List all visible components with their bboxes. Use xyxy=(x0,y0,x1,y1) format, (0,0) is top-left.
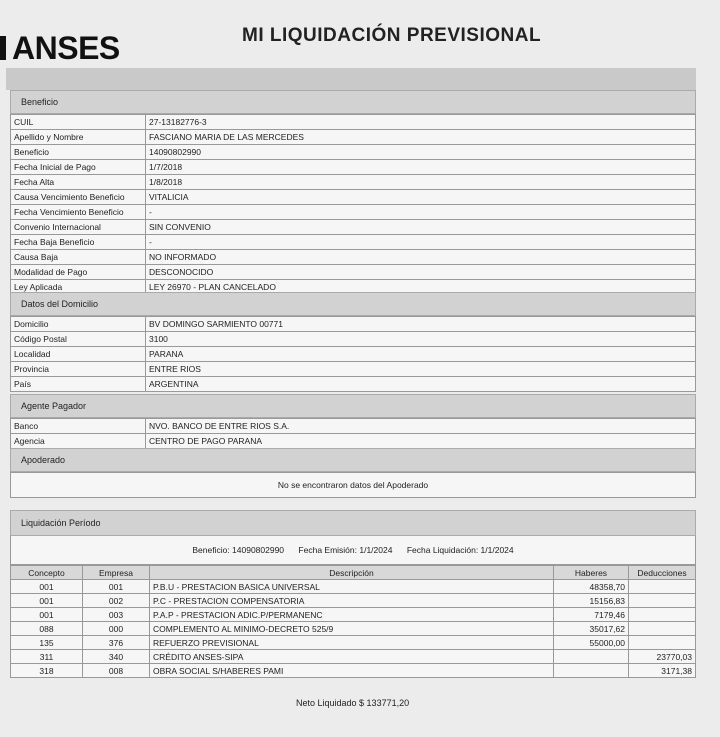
cell-descripcion: OBRA SOCIAL S/HABERES PAMI xyxy=(150,664,554,678)
cell-descripcion: P.B.U - PRESTACION BASICA UNIVERSAL xyxy=(150,580,554,594)
cell-deducciones xyxy=(629,594,696,608)
liq-fecha: Fecha Liquidación: 1/1/2024 xyxy=(406,545,514,555)
field-value: DESCONOCIDO xyxy=(146,265,696,280)
field-value: 1/7/2018 xyxy=(146,160,696,175)
cell-deducciones xyxy=(629,622,696,636)
liquidacion-header-row xyxy=(11,566,696,580)
agente-heading: Agente Pagador xyxy=(10,394,696,418)
field-label: Fecha Vencimiento Beneficio xyxy=(11,205,146,220)
beneficio-section xyxy=(10,90,696,295)
field-label: Localidad xyxy=(11,347,146,362)
cell-haberes: 7179,46 xyxy=(554,608,629,622)
field-value: - xyxy=(146,235,696,250)
cell-empresa: 376 xyxy=(83,636,150,650)
apoderado-message: No se encontraron datos del Apoderado xyxy=(10,472,696,498)
field-label: Causa Baja xyxy=(11,250,146,265)
beneficio-table xyxy=(10,114,696,295)
beneficio-row xyxy=(11,205,696,220)
field-value: ARGENTINA xyxy=(146,377,696,392)
liquidacion-info xyxy=(10,536,696,565)
domicilio-row xyxy=(11,362,696,377)
field-label: Provincia xyxy=(11,362,146,377)
field-value: ENTRE RIOS xyxy=(146,362,696,377)
field-label: Fecha Inicial de Pago xyxy=(11,160,146,175)
neto-liquidado: Neto Liquidado $ 133771,20 xyxy=(296,698,410,708)
cell-descripcion: CRÉDITO ANSES-SIPA xyxy=(150,650,554,664)
field-label: Domicilio xyxy=(11,317,146,332)
agente-row xyxy=(11,419,696,434)
apoderado-heading: Apoderado xyxy=(10,448,696,472)
domicilio-section xyxy=(10,292,696,392)
cell-descripcion: P.C - PRESTACION COMPENSATORIA xyxy=(150,594,554,608)
domicilio-row xyxy=(11,332,696,347)
field-value: NVO. BANCO DE ENTRE RIOS S.A. xyxy=(146,419,696,434)
agente-section xyxy=(10,394,696,449)
field-value: - xyxy=(146,205,696,220)
field-label: Banco xyxy=(11,419,146,434)
logo-text: ANSES xyxy=(12,30,120,66)
liq-beneficio: Beneficio: 14090802990 xyxy=(192,545,285,555)
field-value: VITALICIA xyxy=(146,190,696,205)
apoderado-section xyxy=(10,448,696,498)
cell-haberes: 48358,70 xyxy=(554,580,629,594)
field-value: 1/8/2018 xyxy=(146,175,696,190)
liq-emision: Fecha Emisión: 1/1/2024 xyxy=(298,545,393,555)
field-value: SIN CONVENIO xyxy=(146,220,696,235)
beneficio-row xyxy=(11,220,696,235)
beneficio-row xyxy=(11,235,696,250)
table-row xyxy=(11,622,696,636)
header-strip xyxy=(6,68,696,90)
page-title: MI LIQUIDACIÓN PREVISIONAL xyxy=(242,25,542,46)
beneficio-row xyxy=(11,130,696,145)
beneficio-row xyxy=(11,145,696,160)
field-label: Fecha Baja Beneficio xyxy=(11,235,146,250)
beneficio-row xyxy=(11,190,696,205)
cell-haberes xyxy=(554,664,629,678)
liquidacion-section xyxy=(10,510,696,678)
cell-concepto: 311 xyxy=(11,650,83,664)
cell-haberes: 15156,83 xyxy=(554,594,629,608)
field-value: 14090802990 xyxy=(146,145,696,160)
table-row xyxy=(11,650,696,664)
cell-deducciones xyxy=(629,608,696,622)
field-label: Fecha Alta xyxy=(11,175,146,190)
cell-haberes: 55000,00 xyxy=(554,636,629,650)
cell-descripcion: REFUERZO PREVISIONAL xyxy=(150,636,554,650)
cell-deducciones: 3171,38 xyxy=(629,664,696,678)
cell-deducciones: 23770,03 xyxy=(629,650,696,664)
beneficio-heading: Beneficio xyxy=(10,90,696,114)
anses-logo xyxy=(0,30,120,67)
cell-concepto: 001 xyxy=(11,594,83,608)
cell-concepto: 001 xyxy=(11,580,83,594)
table-row xyxy=(11,636,696,650)
agente-row xyxy=(11,434,696,449)
field-value: CENTRO DE PAGO PARANA xyxy=(146,434,696,449)
field-label: País xyxy=(11,377,146,392)
col-concepto: Concepto xyxy=(11,566,83,580)
cell-descripcion: COMPLEMENTO AL MINIMO-DECRETO 525/9 xyxy=(150,622,554,636)
field-label: CUIL xyxy=(11,115,146,130)
domicilio-row xyxy=(11,377,696,392)
table-row xyxy=(11,608,696,622)
col-descripcion: Descripción xyxy=(150,566,554,580)
table-row xyxy=(11,580,696,594)
liquidacion-table xyxy=(10,565,696,678)
cell-concepto: 135 xyxy=(11,636,83,650)
cell-concepto: 318 xyxy=(11,664,83,678)
field-label: Causa Vencimiento Beneficio xyxy=(11,190,146,205)
domicilio-row xyxy=(11,347,696,362)
cell-concepto: 088 xyxy=(11,622,83,636)
cell-empresa: 001 xyxy=(83,580,150,594)
table-row xyxy=(11,664,696,678)
col-haberes: Haberes xyxy=(554,566,629,580)
field-label: Convenio Internacional xyxy=(11,220,146,235)
cell-deducciones xyxy=(629,636,696,650)
cell-descripcion: P.A.P - PRESTACION ADIC.P/PERMANENC xyxy=(150,608,554,622)
beneficio-row xyxy=(11,175,696,190)
cell-haberes xyxy=(554,650,629,664)
beneficio-row xyxy=(11,250,696,265)
domicilio-table xyxy=(10,316,696,392)
cell-haberes: 35017,62 xyxy=(554,622,629,636)
field-value: NO INFORMADO xyxy=(146,250,696,265)
cell-empresa: 008 xyxy=(83,664,150,678)
field-value: LEY 26970 - PLAN CANCELADO xyxy=(146,280,696,295)
field-label: Beneficio xyxy=(11,145,146,160)
col-empresa: Empresa xyxy=(83,566,150,580)
cell-empresa: 340 xyxy=(83,650,150,664)
field-value: BV DOMINGO SARMIENTO 00771 xyxy=(146,317,696,332)
field-label: Apellido y Nombre xyxy=(11,130,146,145)
domicilio-heading: Datos del Domicilio xyxy=(10,292,696,316)
field-value: 27-13182776-3 xyxy=(146,115,696,130)
cell-concepto: 001 xyxy=(11,608,83,622)
field-label: Modalidad de Pago xyxy=(11,265,146,280)
field-label: Ley Aplicada xyxy=(11,280,146,295)
liquidacion-heading: Liquidación Período xyxy=(10,510,696,536)
cell-empresa: 000 xyxy=(83,622,150,636)
field-label: Código Postal xyxy=(11,332,146,347)
beneficio-row xyxy=(11,160,696,175)
beneficio-row xyxy=(11,265,696,280)
field-value: PARANA xyxy=(146,347,696,362)
field-value: 3100 xyxy=(146,332,696,347)
cell-deducciones xyxy=(629,580,696,594)
cell-empresa: 003 xyxy=(83,608,150,622)
domicilio-row xyxy=(11,317,696,332)
beneficio-row xyxy=(11,115,696,130)
table-row xyxy=(11,594,696,608)
field-label: Agencia xyxy=(11,434,146,449)
agente-table xyxy=(10,418,696,449)
cell-empresa: 002 xyxy=(83,594,150,608)
field-value: FASCIANO MARIA DE LAS MERCEDES xyxy=(146,130,696,145)
col-deducciones: Deducciones xyxy=(629,566,696,580)
